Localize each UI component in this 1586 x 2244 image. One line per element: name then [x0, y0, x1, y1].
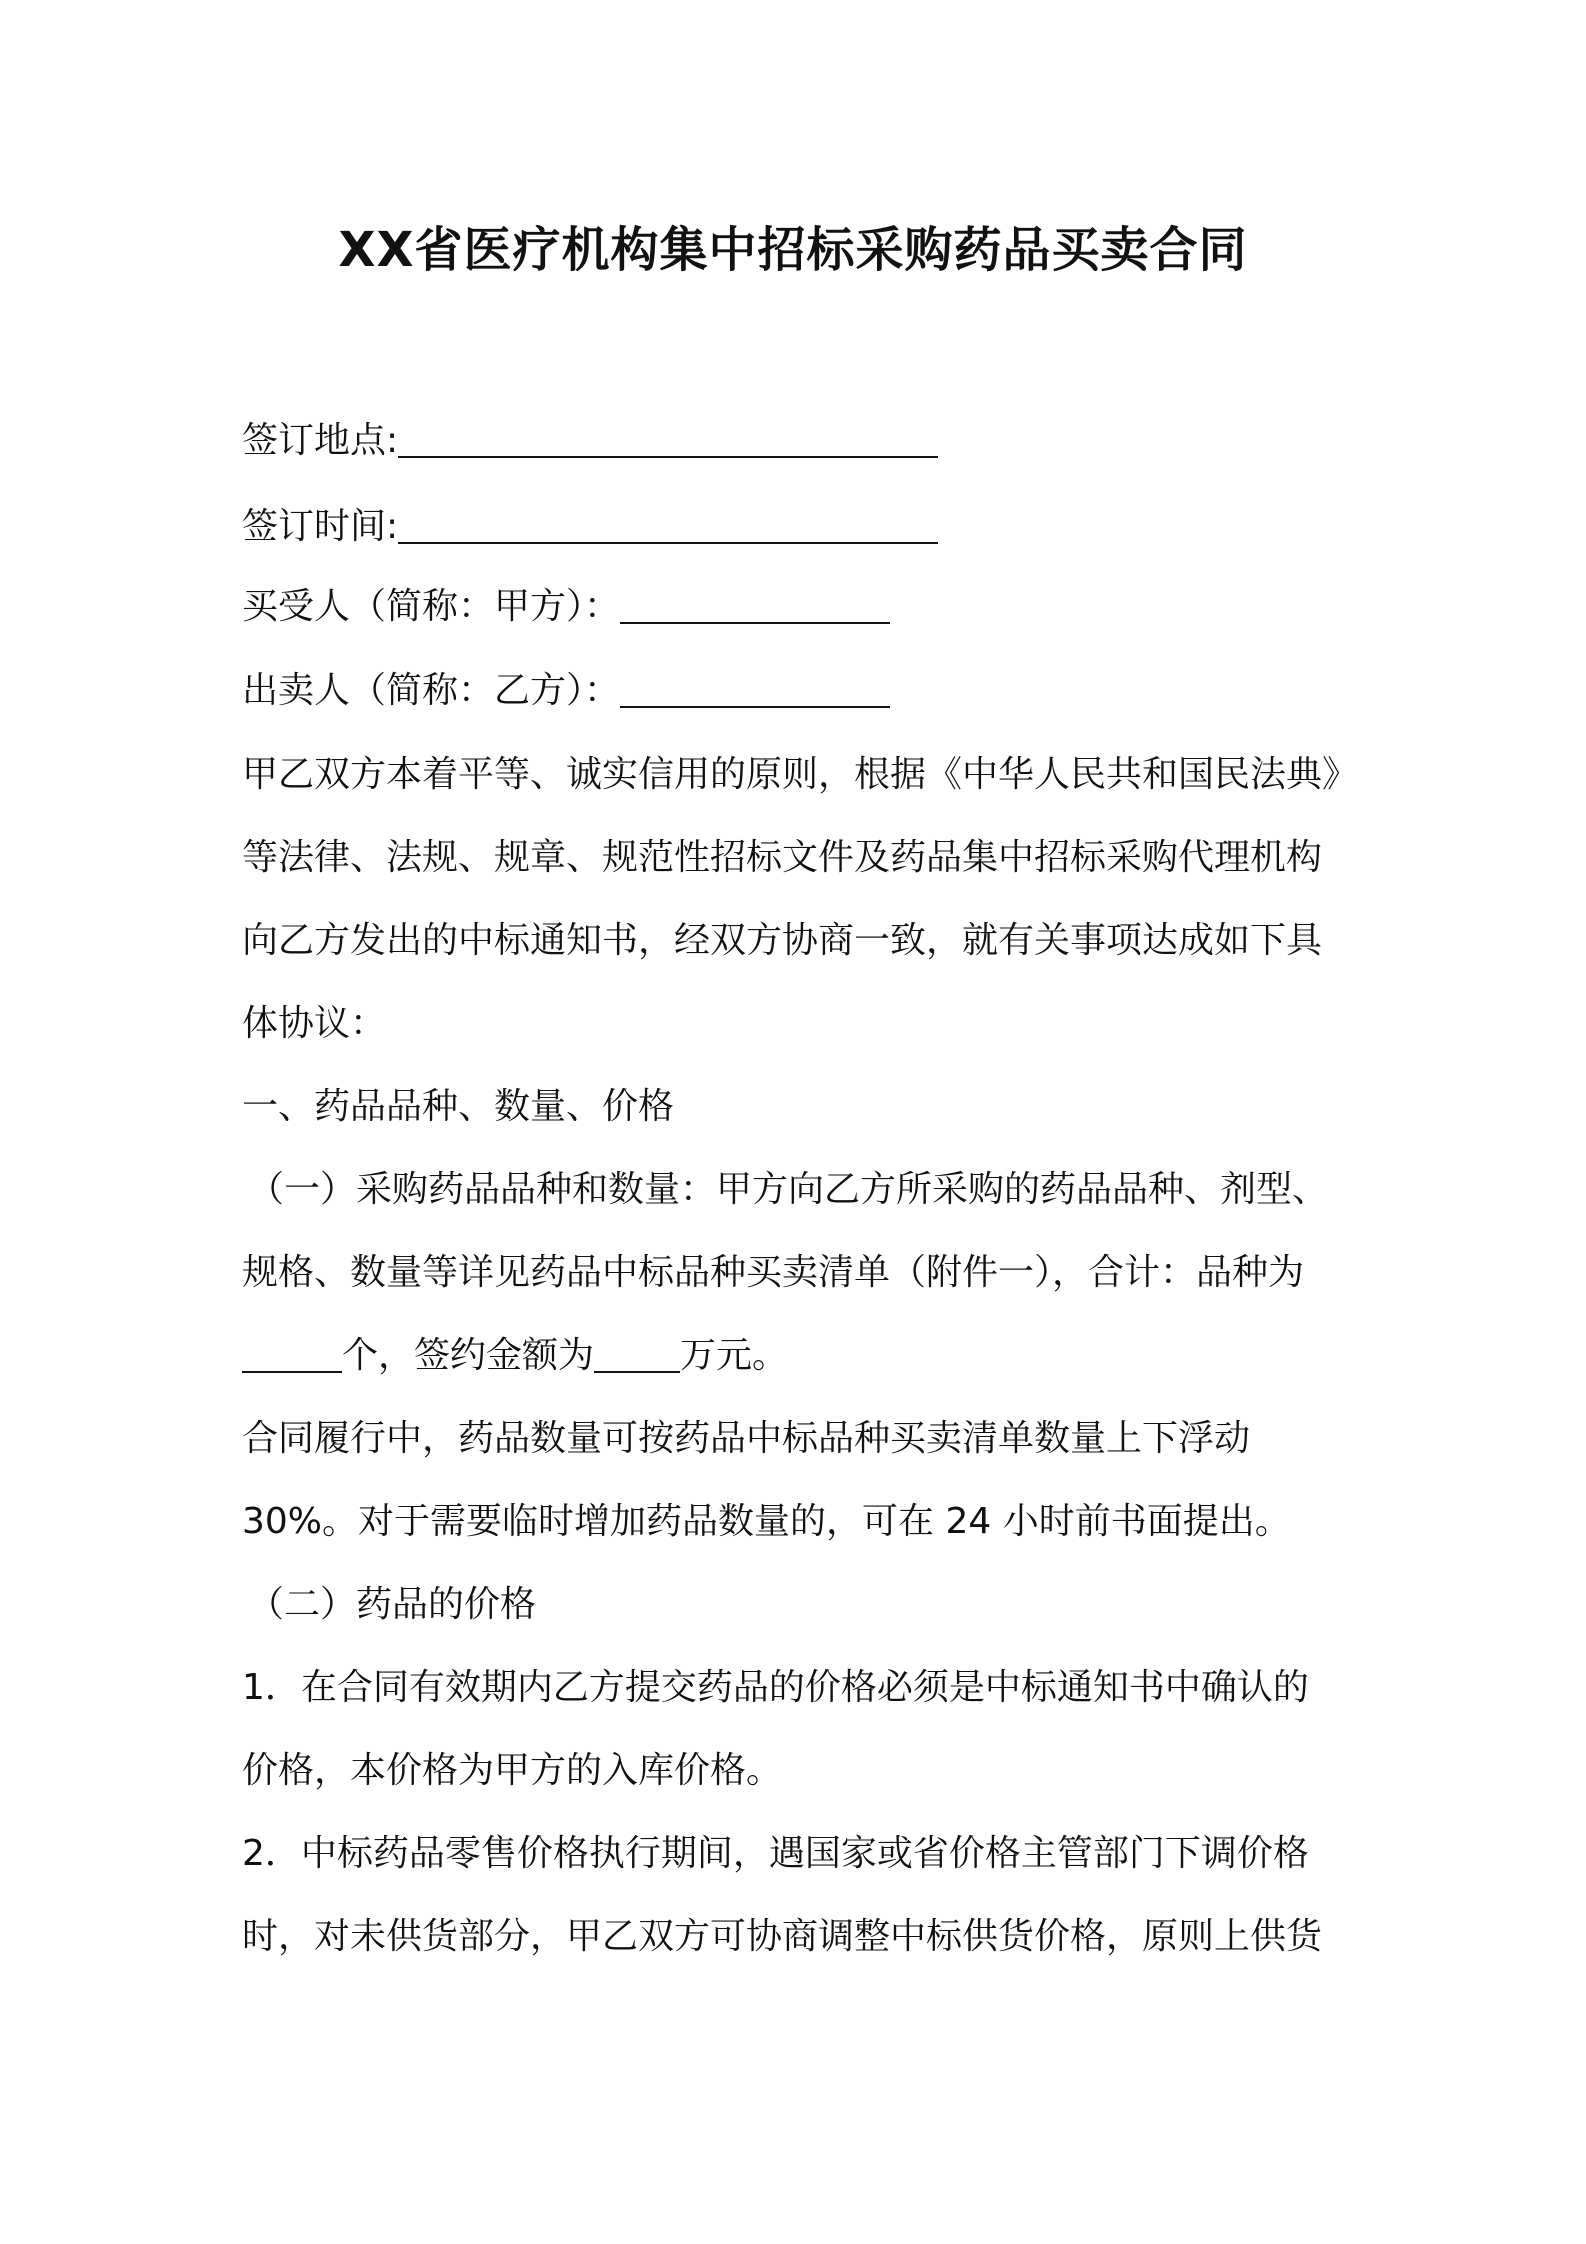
preamble-line-3: 向乙方发出的中标通知书，经双方协商一致，就有关事项达成如下具: [242, 920, 1323, 961]
item-2-line-1: 2．中标药品零售价格执行期间，遇国家或省价格主管部门下调价格: [242, 1833, 1309, 1874]
contract-amount-blank: [594, 1337, 680, 1373]
seller-blank: [620, 672, 890, 708]
item-1-line-1: 1．在合同有效期内乙方提交药品的价格必须是中标通知书中确认的: [242, 1667, 1309, 1708]
item-2-line-2: 时，对未供货部分，甲乙双方可协商调整中标供货价格，原则上供货: [242, 1916, 1323, 1957]
clause-1-line-3: [242, 1331, 788, 1381]
sign-place-field: [242, 416, 938, 466]
buyer-label: 买受人（简称：甲方）：: [242, 586, 621, 627]
sign-place-blank: [398, 422, 938, 458]
buyer-field: [242, 582, 890, 632]
quantity-line-2: 30%。对于需要临时增加药品数量的，可在 24 小时前书面提出。: [242, 1501, 1291, 1542]
sign-time-label: 签订时间:: [242, 506, 399, 547]
section-heading-1: 一、药品品种、数量、价格: [242, 1086, 675, 1127]
clause-2-heading: （二）药品的价格: [248, 1584, 537, 1625]
item-1-line-2: 价格，本价格为甲方的入库价格。: [242, 1750, 783, 1791]
clause-1-line-2: 规格、数量等详见药品中标品种买卖清单（附件一），合计：品种为: [242, 1252, 1305, 1293]
sign-time-blank: [398, 508, 938, 544]
buyer-blank: [620, 588, 890, 624]
preamble-line-4: 体协议：: [242, 1003, 387, 1044]
sign-place-label: 签订地点:: [242, 420, 399, 461]
preamble-line-2: 等法律、法规、规章、规范性招标文件及药品集中招标采购代理机构: [242, 837, 1323, 878]
quantity-line-1: 合同履行中，药品数量可按药品中标品种买卖清单数量上下浮动: [242, 1418, 1251, 1459]
seller-label: 出卖人（简称：乙方）：: [242, 670, 621, 711]
clause-1-line-1: （一）采购药品品种和数量：甲方向乙方所采购的药品品种、剂型、: [248, 1169, 1329, 1210]
document-title: XX省医疗机构集中招标采购药品买卖合同: [338, 222, 1248, 278]
sign-time-field: [242, 502, 938, 552]
clause-1-line-3-text-b: 万元。: [680, 1335, 789, 1376]
seller-field: [242, 666, 890, 716]
variety-count-blank: [242, 1337, 342, 1373]
clause-1-line-3-text-a: 个，签约金额为: [342, 1335, 595, 1376]
preamble-line-1: 甲乙双方本着平等、诚实信用的原则，根据《中华人民共和国民法典》: [242, 754, 1359, 795]
